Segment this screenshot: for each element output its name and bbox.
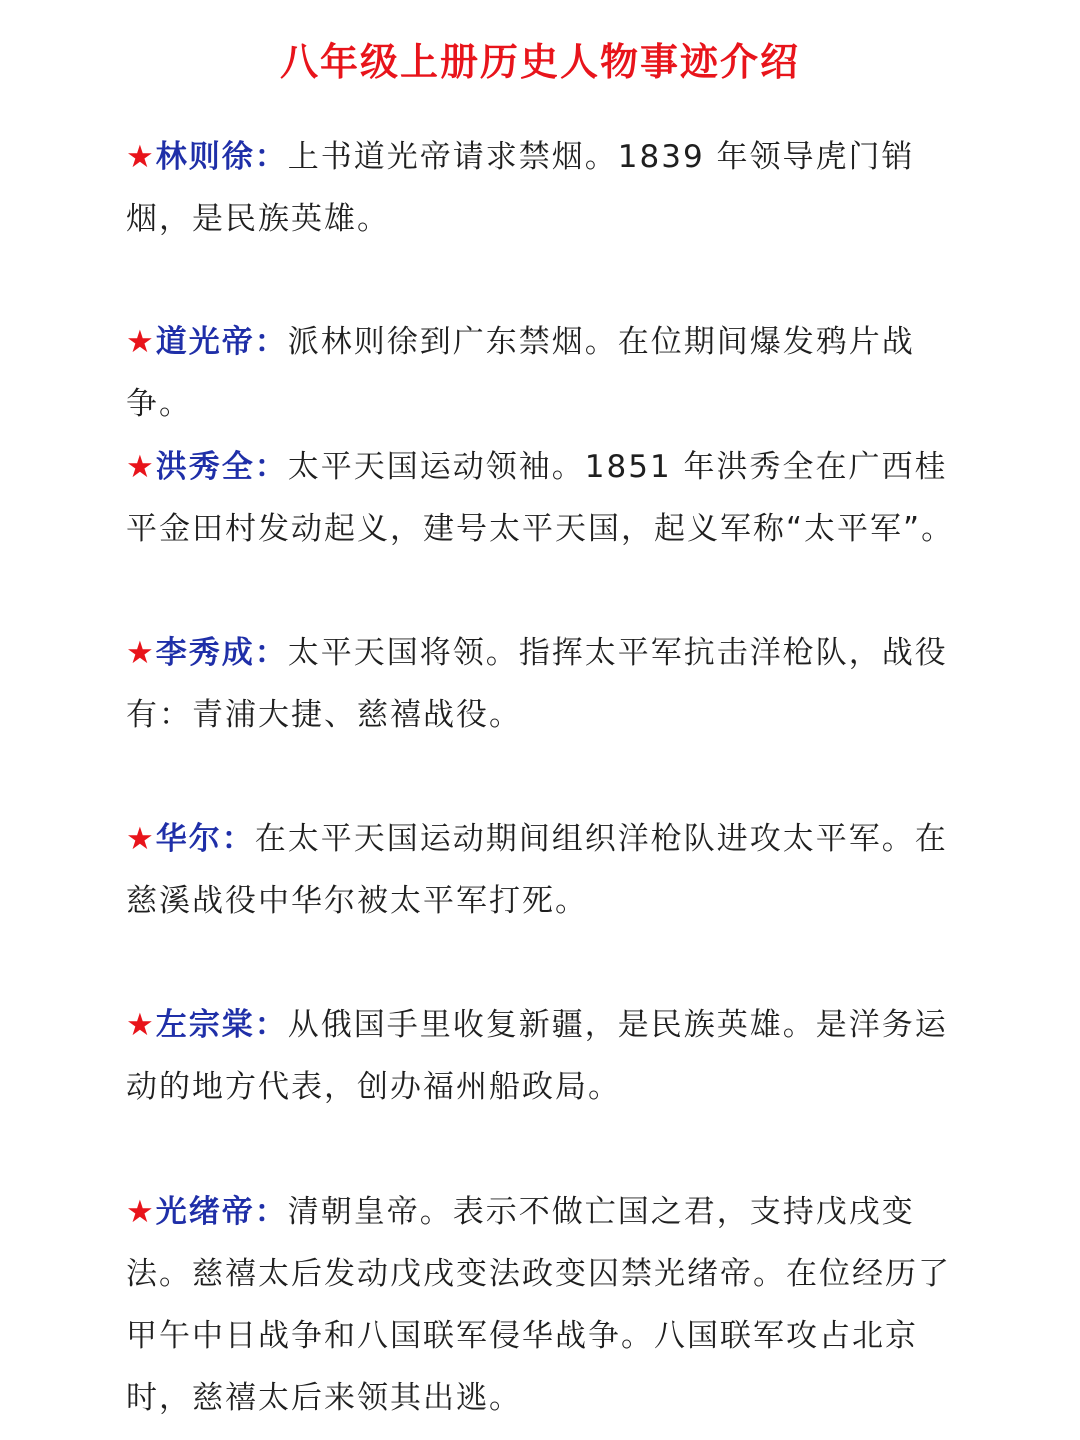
entry-name: 林则徐: [155, 139, 255, 175]
entry-name: 华尔: [155, 821, 222, 857]
entry-daoguang: [126, 311, 960, 435]
entry-description: 上书道光帝请求禁烟。1839 年领导虎门销烟，是民族英雄。: [126, 139, 915, 237]
entry-name: 道光帝: [155, 324, 255, 360]
entry-lin-zexu: [126, 126, 960, 250]
entry-name: 光绪帝: [155, 1194, 255, 1230]
entry-huaer: [126, 808, 960, 932]
entry-description: 在太平天国运动期间组织洋枪队进攻太平军。在慈溪战役中华尔被太平军打死。: [126, 821, 948, 919]
star-icon: ★: [126, 821, 156, 857]
page-title: 八年级上册历史人物事迹介绍: [279, 40, 800, 84]
star-icon: ★: [126, 449, 156, 485]
entry-colon: ：: [254, 1194, 288, 1230]
entry-colon: ：: [254, 1007, 288, 1043]
entry-description: 清朝皇帝。表示不做亡国之君，支持戊戌变法。慈禧太后发动戊戌变法政变囚禁光绪帝。在位经历了甲午中日战争和八国联军侵华战争。八国联军攻占北京时，慈禧太后来领其出逃。: [126, 1194, 951, 1416]
entry-guangxu: [126, 1181, 960, 1429]
star-icon: ★: [126, 324, 156, 360]
entry-zuo-zongtang: [126, 994, 960, 1118]
entry-hong-xiuquan: [126, 436, 960, 560]
entry-colon: ：: [254, 449, 288, 485]
entry-description: 派林则徐到广东禁烟。在位期间爆发鸦片战争。: [126, 324, 915, 422]
star-icon: ★: [126, 139, 156, 175]
entry-colon: ：: [254, 324, 288, 360]
star-icon: ★: [126, 1194, 156, 1230]
entry-description: 从俄国手里收复新疆，是民族英雄。是洋务运动的地方代表，创办福州船政局。: [126, 1007, 948, 1105]
entry-name: 左宗棠: [155, 1007, 255, 1043]
entry-li-xiucheng: [126, 622, 960, 746]
entry-description: 太平天国将领。指挥太平军抗击洋枪队，战役有：青浦大捷、慈禧战役。: [126, 635, 948, 733]
entry-name: 李秀成: [155, 635, 255, 671]
entry-colon: ：: [254, 635, 288, 671]
star-icon: ★: [126, 1007, 156, 1043]
entry-colon: ：: [221, 821, 255, 857]
entry-colon: ：: [254, 139, 288, 175]
star-icon: ★: [126, 635, 156, 671]
entry-name: 洪秀全: [155, 449, 255, 485]
entry-description: 太平天国运动领袖。1851 年洪秀全在广西桂平金田村发动起义，建号太平天国，起义军称“太平军”。: [126, 449, 955, 547]
